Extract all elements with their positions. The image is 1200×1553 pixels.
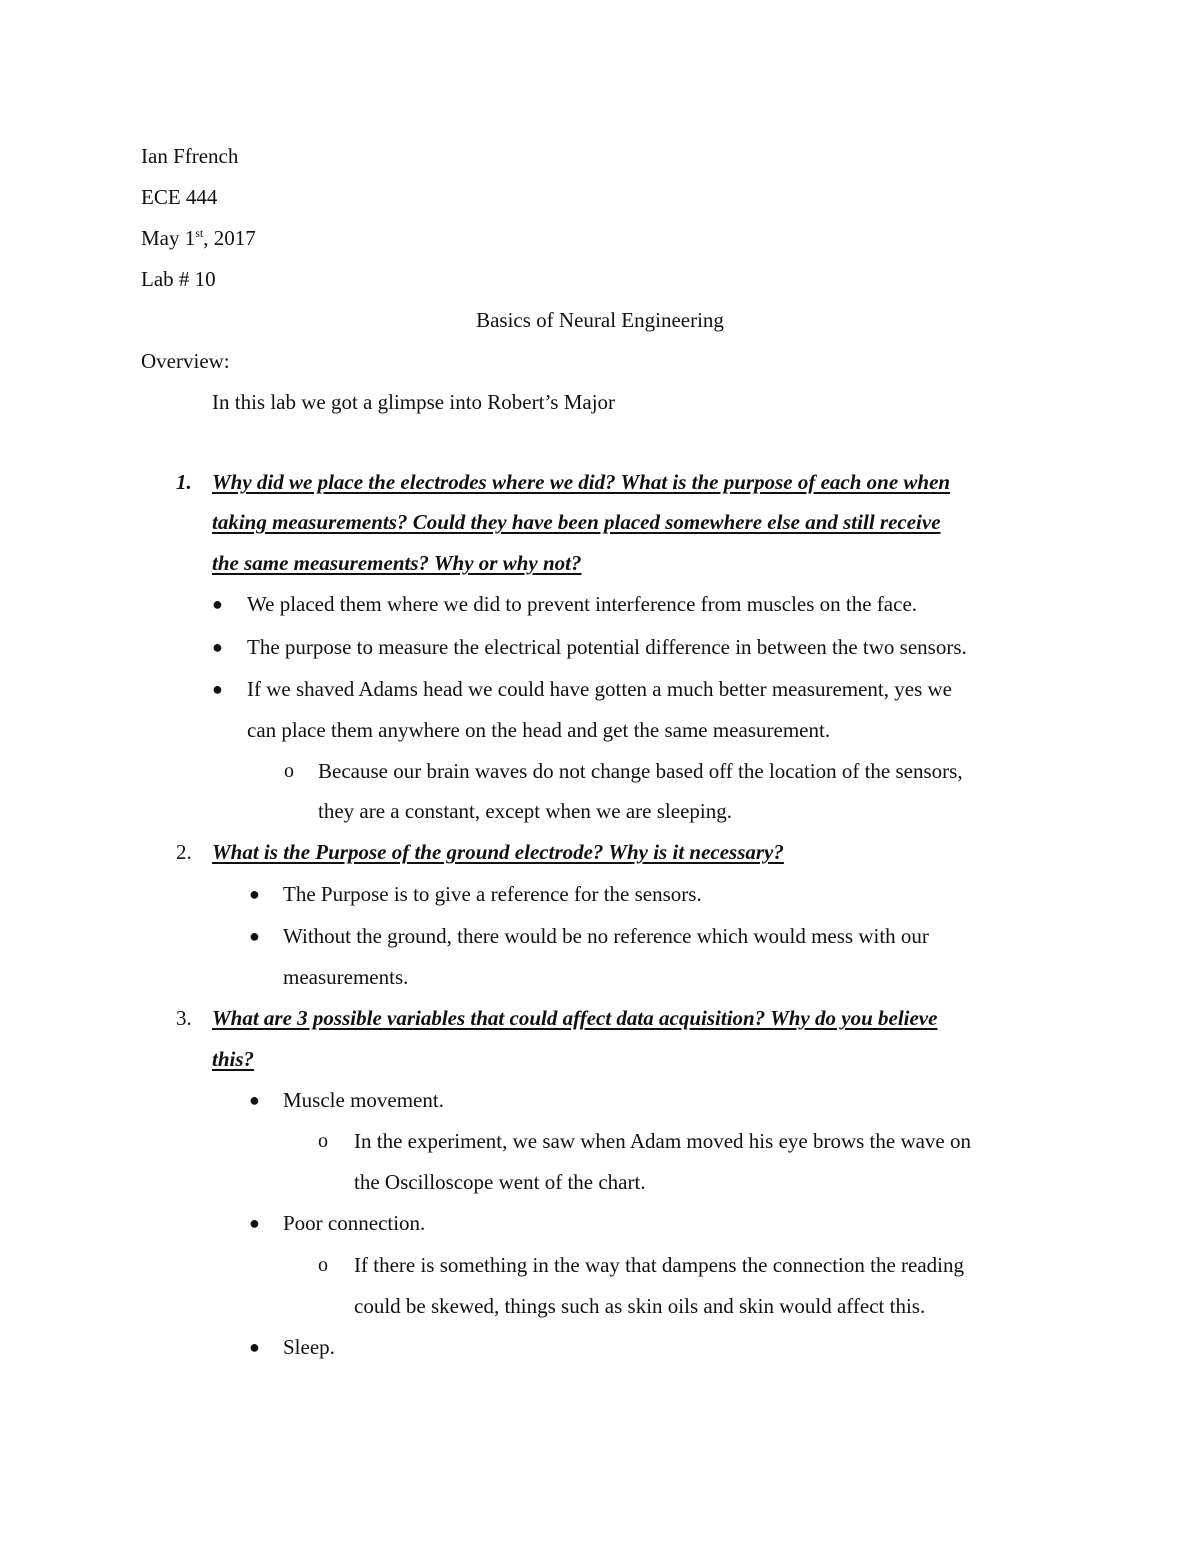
question-text: Why did we place the electrodes where we did? What is the purpose of each one when xyxy=(212,470,951,494)
answer-text: Muscle movement. xyxy=(283,1088,444,1112)
bullet-icon: ● xyxy=(212,594,223,614)
sub-answer-text: In the experiment, we saw when Adam moved his eye brows the wave on xyxy=(354,1129,971,1153)
lab-number: Lab # 10 xyxy=(141,267,216,291)
sub-bullet-icon: o xyxy=(284,760,294,782)
question-text: this? xyxy=(212,1047,255,1071)
bullet-icon: ● xyxy=(249,1337,260,1357)
sub-answer-text: they are a constant, except when we are sleeping. xyxy=(318,799,732,823)
answer-text: The Purpose is to give a reference for the sensors. xyxy=(283,882,702,906)
sub-answer-text: the Oscilloscope went of the chart. xyxy=(354,1170,646,1194)
question-text: taking measurements? Could they have been placed somewhere else and still receive xyxy=(212,510,941,534)
author-name: Ian Ffrench xyxy=(141,144,239,168)
bullet-icon: ● xyxy=(212,637,223,657)
answer-text: Without the ground, there would be no reference which would mess with our xyxy=(283,924,929,948)
bullet-icon: ● xyxy=(212,679,223,699)
report-date: May 1st, 2017 xyxy=(141,226,256,250)
question-text: the same measurements? Why or why not? xyxy=(212,551,582,575)
question-number: 3. xyxy=(176,1006,192,1030)
sub-answer-text: Because our brain waves do not change based off the location of the sensors, xyxy=(318,759,963,783)
bullet-icon: ● xyxy=(249,1090,260,1110)
sub-answer-text: could be skewed, things such as skin oils and skin would affect this. xyxy=(354,1294,926,1318)
bullet-icon: ● xyxy=(249,926,260,946)
question-number: 1. xyxy=(176,470,192,494)
bullet-icon: ● xyxy=(249,884,260,904)
answer-text: can place them anywhere on the head and get the same measurement. xyxy=(247,718,831,742)
answer-text: The purpose to measure the electrical potential difference in between the two sensors. xyxy=(247,635,967,659)
answer-text: measurements. xyxy=(283,965,409,989)
question-number: 2. xyxy=(176,840,192,864)
sub-bullet-icon: o xyxy=(318,1254,328,1276)
overview-text: In this lab we got a glimpse into Robert’s Major xyxy=(212,390,616,414)
bullet-icon: ● xyxy=(249,1213,260,1233)
question-text: What is the Purpose of the ground electrode? Why is it necessary? xyxy=(212,840,784,864)
document-title: Basics of Neural Engineering xyxy=(476,308,724,332)
sub-answer-text: If there is something in the way that dampens the connection the reading xyxy=(354,1253,964,1277)
question-text: What are 3 possible variables that could affect data acquisition? Why do you believe xyxy=(212,1006,938,1030)
answer-text: We placed them where we did to prevent interference from muscles on the face. xyxy=(247,592,918,616)
sub-bullet-icon: o xyxy=(318,1130,328,1152)
answer-text: If we shaved Adams head we could have gotten a much better measurement, yes we xyxy=(247,677,952,701)
overview-heading: Overview: xyxy=(141,349,230,373)
answer-text: Sleep. xyxy=(283,1335,335,1359)
answer-text: Poor connection. xyxy=(283,1211,426,1235)
course-code: ECE 444 xyxy=(141,185,218,209)
